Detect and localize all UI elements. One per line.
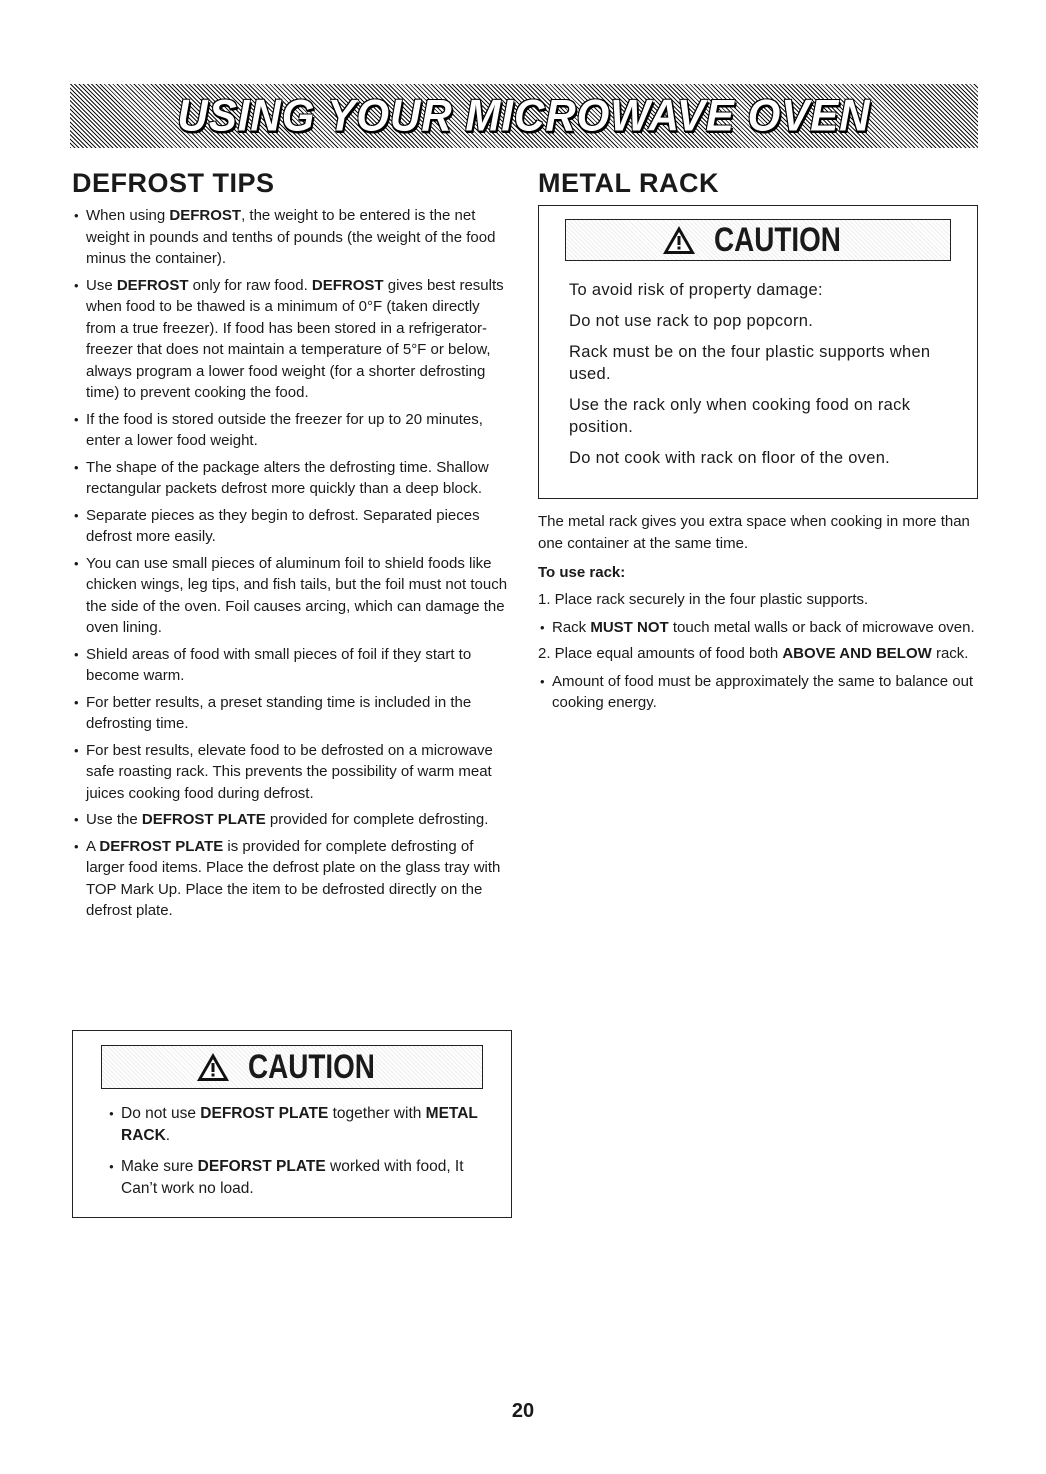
banner-title: USING YOUR MICROWAVE OVEN [177,90,871,141]
list-item: • Use the DEFROST PLATE provided for complete defrosting. [72,809,512,831]
page-banner [70,84,978,148]
metal-rack-intro: The metal rack gives you extra space when cooking in more than one container at the same time. [538,513,970,552]
caution-line: Do not use rack to pop popcorn. [569,312,814,330]
defrost-tips-list [72,205,512,922]
defrost-tips-section [72,168,512,927]
list-item: • A DEFROST PLATE is provided for complete defrosting of larger food items. Place the defrost plate on the glass tray with TOP Mark Up. Place the item to be defrosted directly on the defrost plate. [72,836,512,922]
metal-rack-caution-box [538,205,978,499]
step-1-notes [538,617,978,639]
page-number: 20 [511,1400,535,1422]
warning-icon [662,225,696,255]
list-item: • For best results, elevate food to be defrosted on a microwave safe roasting rack. This prevents the possibility of warm meat juices cooking food during defrost. [72,740,512,805]
step-2-notes [538,671,978,714]
defrost-tips-title: DEFROST TIPS [72,168,275,198]
metal-rack-section [538,168,978,719]
warning-icon [196,1052,230,1082]
caution-header [101,1045,483,1089]
caution-header [565,219,951,261]
list-item: • When using DEFROST, the weight to be entered is the net weight in pounds and tenths of pounds (the weight of the food minus the container). [72,205,512,270]
list-item: • Use DEFROST only for raw food. DEFROST gives best results when food to be thawed is a minimum of 0°F (taken directly from a true freezer). If food has been stored in a refrigerator-freezer that does not maintain a temperature of 5°F or below, always program a lower food weight (for a shorter defrosting time) to prevent cooking the food. [72,275,512,404]
list-item: • You can use small pieces of aluminum foil to shield foods like chicken wings, leg tips, and fish tails, but the foil must not touch the side of the oven. Foil causes arcing, which can damage the oven lining. [72,553,512,639]
list-item: ● Make sure DEFORST PLATE worked with food, It Can’t work no load. [107,1156,487,1200]
list-item: ● Do not use DEFROST PLATE together with METAL RACK. [107,1103,487,1147]
metal-rack-title: METAL RACK [538,168,719,198]
caution-line: Do not cook with rack on floor of the oven. [569,449,891,467]
list-item: • The shape of the package alters the defrosting time. Shallow rectangular packets defrost more quickly than a deep block. [72,457,512,500]
list-item: • Amount of food must be approximately the same to balance out cooking energy. [538,671,978,714]
caution-line: To avoid risk of property damage: [569,281,823,299]
list-item: • For better results, a preset standing time is included in the defrosting time. [72,692,512,735]
caution-label: CAUTION [247,1047,375,1086]
caution-line: Use the rack only when cooking food on rack position. [569,396,911,436]
defrost-caution-list [107,1103,487,1200]
defrost-caution-box [72,1030,512,1218]
to-use-rack-heading: To use rack: [538,564,626,581]
list-item: • Rack MUST NOT touch metal walls or back of microwave oven. [538,617,978,639]
caution-label: CAUTION [713,220,841,259]
list-item: • Shield areas of food with small pieces of foil if they start to become warm. [72,644,512,687]
step-2: 2. Place equal amounts of food both ABOVE AND BELOW rack. [538,645,969,662]
list-item: • If the food is stored outside the freezer for up to 20 minutes, enter a lower food weight. [72,409,512,452]
list-item: • Separate pieces as they begin to defrost. Separated pieces defrost more easily. [72,505,512,548]
step-1: 1. Place rack securely in the four plastic supports. [538,591,869,608]
caution-line: Rack must be on the four plastic supports when used. [569,343,931,383]
